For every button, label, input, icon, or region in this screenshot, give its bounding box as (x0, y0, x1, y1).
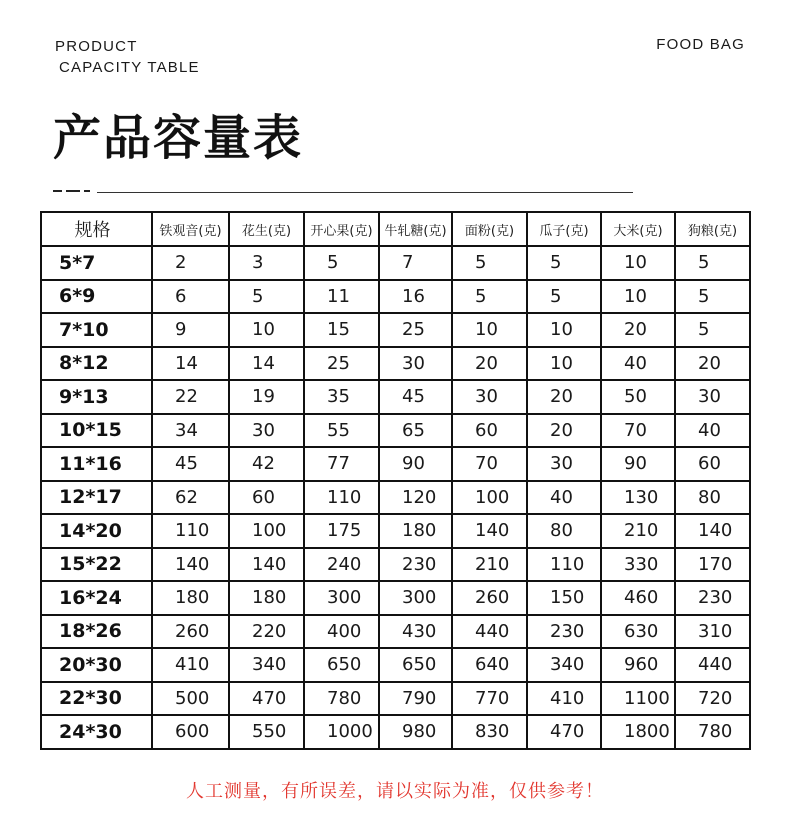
spec-cell: 14*20 (41, 514, 152, 548)
spec-cell: 18*26 (41, 615, 152, 649)
capacity-cell: 1000 (304, 715, 379, 749)
capacity-cell: 640 (452, 648, 527, 682)
table-row (41, 481, 750, 515)
table-row (41, 447, 750, 481)
capacity-cell: 60 (452, 414, 527, 448)
capacity-cell: 100 (452, 481, 527, 515)
capacity-cell: 400 (304, 615, 379, 649)
capacity-cell: 90 (601, 447, 675, 481)
capacity-cell: 55 (304, 414, 379, 448)
capacity-cell: 40 (675, 414, 750, 448)
capacity-cell: 10 (601, 280, 675, 314)
capacity-cell: 10 (452, 313, 527, 347)
table-row (41, 715, 750, 749)
capacity-cell: 470 (229, 682, 304, 716)
capacity-cell: 630 (601, 615, 675, 649)
spec-cell: 7*10 (41, 313, 152, 347)
capacity-cell: 15 (304, 313, 379, 347)
capacity-cell: 10 (527, 347, 601, 381)
capacity-cell: 22 (152, 380, 229, 414)
capacity-cell: 60 (675, 447, 750, 481)
table-row (41, 548, 750, 582)
capacity-cell: 720 (675, 682, 750, 716)
capacity-cell: 230 (675, 581, 750, 615)
capacity-cell: 5 (304, 246, 379, 280)
table-header-row (41, 212, 750, 246)
table-row (41, 581, 750, 615)
capacity-cell: 30 (379, 347, 452, 381)
capacity-cell: 170 (675, 548, 750, 582)
column-header: 牛轧糖(克) (379, 212, 452, 246)
capacity-cell: 42 (229, 447, 304, 481)
capacity-cell: 20 (527, 380, 601, 414)
table-row (41, 648, 750, 682)
capacity-cell: 65 (379, 414, 452, 448)
page-title: 产品容量表 (53, 110, 304, 166)
capacity-cell: 175 (304, 514, 379, 548)
capacity-cell: 5 (675, 280, 750, 314)
capacity-cell: 14 (229, 347, 304, 381)
column-header: 瓜子(克) (527, 212, 601, 246)
table-row (41, 414, 750, 448)
capacity-cell: 3 (229, 246, 304, 280)
capacity-cell: 460 (601, 581, 675, 615)
capacity-cell: 230 (379, 548, 452, 582)
spec-cell: 8*12 (41, 347, 152, 381)
capacity-cell: 60 (229, 481, 304, 515)
capacity-cell: 30 (675, 380, 750, 414)
capacity-cell: 310 (675, 615, 750, 649)
capacity-cell: 780 (675, 715, 750, 749)
capacity-cell: 5 (527, 280, 601, 314)
spec-cell: 6*9 (41, 280, 152, 314)
table-row (41, 380, 750, 414)
capacity-cell: 260 (152, 615, 229, 649)
table-row (41, 246, 750, 280)
english-title-line1: PRODUCT (55, 38, 138, 55)
capacity-cell: 6 (152, 280, 229, 314)
table-row (41, 514, 750, 548)
capacity-cell: 110 (304, 481, 379, 515)
capacity-cell: 650 (379, 648, 452, 682)
capacity-cell: 300 (304, 581, 379, 615)
capacity-cell: 19 (229, 380, 304, 414)
capacity-cell: 90 (379, 447, 452, 481)
capacity-cell: 470 (527, 715, 601, 749)
capacity-cell: 1800 (601, 715, 675, 749)
capacity-cell: 34 (152, 414, 229, 448)
capacity-cell: 40 (601, 347, 675, 381)
capacity-cell: 70 (452, 447, 527, 481)
spec-cell: 15*22 (41, 548, 152, 582)
spec-cell: 16*24 (41, 581, 152, 615)
capacity-table (40, 211, 751, 750)
column-header: 面粉(克) (452, 212, 527, 246)
capacity-cell: 120 (379, 481, 452, 515)
capacity-cell: 45 (152, 447, 229, 481)
capacity-cell: 500 (152, 682, 229, 716)
capacity-cell: 830 (452, 715, 527, 749)
capacity-cell: 11 (304, 280, 379, 314)
capacity-cell: 30 (452, 380, 527, 414)
capacity-cell: 7 (379, 246, 452, 280)
capacity-cell: 2 (152, 246, 229, 280)
table-row (41, 313, 750, 347)
column-header: 花生(克) (229, 212, 304, 246)
capacity-cell: 110 (152, 514, 229, 548)
capacity-cell: 650 (304, 648, 379, 682)
capacity-cell: 790 (379, 682, 452, 716)
spec-cell: 24*30 (41, 715, 152, 749)
column-header: 开心果(克) (304, 212, 379, 246)
spec-cell: 12*17 (41, 481, 152, 515)
spec-cell: 11*16 (41, 447, 152, 481)
capacity-cell: 180 (152, 581, 229, 615)
capacity-cell: 20 (601, 313, 675, 347)
capacity-cell: 40 (527, 481, 601, 515)
divider-dash (53, 190, 62, 192)
english-title-line2: CAPACITY TABLE (59, 59, 200, 76)
capacity-cell: 16 (379, 280, 452, 314)
capacity-cell: 1100 (601, 682, 675, 716)
capacity-cell: 770 (452, 682, 527, 716)
capacity-cell: 10 (527, 313, 601, 347)
capacity-cell: 62 (152, 481, 229, 515)
capacity-cell: 5 (527, 246, 601, 280)
column-header: 大米(克) (601, 212, 675, 246)
capacity-cell: 10 (601, 246, 675, 280)
capacity-cell: 410 (152, 648, 229, 682)
capacity-cell: 960 (601, 648, 675, 682)
capacity-cell: 410 (527, 682, 601, 716)
capacity-cell: 150 (527, 581, 601, 615)
capacity-cell: 220 (229, 615, 304, 649)
capacity-cell: 77 (304, 447, 379, 481)
capacity-cell: 340 (527, 648, 601, 682)
disclaimer-note: 人工测量，有所误差，请以实际为准，仅供参考！ (186, 781, 604, 802)
capacity-cell: 5 (229, 280, 304, 314)
capacity-cell: 300 (379, 581, 452, 615)
capacity-cell: 230 (527, 615, 601, 649)
capacity-cell: 430 (379, 615, 452, 649)
capacity-cell: 240 (304, 548, 379, 582)
capacity-cell: 210 (452, 548, 527, 582)
english-title (55, 36, 200, 78)
capacity-cell: 70 (601, 414, 675, 448)
capacity-cell: 340 (229, 648, 304, 682)
table-row (41, 615, 750, 649)
capacity-cell: 100 (229, 514, 304, 548)
column-header: 狗粮(克) (675, 212, 750, 246)
capacity-cell: 440 (452, 615, 527, 649)
capacity-cell: 35 (304, 380, 379, 414)
spec-cell: 22*30 (41, 682, 152, 716)
divider-dash (66, 190, 80, 192)
capacity-cell: 440 (675, 648, 750, 682)
capacity-cell: 140 (452, 514, 527, 548)
capacity-cell: 9 (152, 313, 229, 347)
capacity-cell: 30 (229, 414, 304, 448)
capacity-cell: 330 (601, 548, 675, 582)
column-header-spec: 规格 (41, 212, 152, 246)
capacity-cell: 20 (675, 347, 750, 381)
capacity-cell: 140 (152, 548, 229, 582)
column-header: 铁观音(克) (152, 212, 229, 246)
divider-dash (84, 190, 90, 192)
capacity-cell: 14 (152, 347, 229, 381)
spec-cell: 20*30 (41, 648, 152, 682)
capacity-cell: 980 (379, 715, 452, 749)
spec-cell: 10*15 (41, 414, 152, 448)
capacity-cell: 20 (452, 347, 527, 381)
capacity-cell: 140 (675, 514, 750, 548)
capacity-cell: 260 (452, 581, 527, 615)
capacity-cell: 25 (379, 313, 452, 347)
capacity-cell: 5 (675, 313, 750, 347)
table-body (41, 246, 750, 749)
capacity-cell: 130 (601, 481, 675, 515)
capacity-cell: 5 (452, 280, 527, 314)
capacity-cell: 600 (152, 715, 229, 749)
table-row (41, 682, 750, 716)
capacity-cell: 780 (304, 682, 379, 716)
capacity-cell: 210 (601, 514, 675, 548)
table-row (41, 280, 750, 314)
capacity-cell: 30 (527, 447, 601, 481)
capacity-cell: 5 (452, 246, 527, 280)
capacity-cell: 80 (675, 481, 750, 515)
capacity-cell: 10 (229, 313, 304, 347)
capacity-cell: 25 (304, 347, 379, 381)
capacity-cell: 180 (379, 514, 452, 548)
spec-cell: 5*7 (41, 246, 152, 280)
capacity-cell: 50 (601, 380, 675, 414)
capacity-cell: 550 (229, 715, 304, 749)
food-bag-label: FOOD BAG (656, 36, 745, 53)
capacity-cell: 45 (379, 380, 452, 414)
capacity-cell: 110 (527, 548, 601, 582)
capacity-cell: 20 (527, 414, 601, 448)
capacity-cell: 140 (229, 548, 304, 582)
capacity-cell: 5 (675, 246, 750, 280)
spec-cell: 9*13 (41, 380, 152, 414)
divider-line (97, 192, 633, 193)
capacity-cell: 80 (527, 514, 601, 548)
capacity-cell: 180 (229, 581, 304, 615)
table-row (41, 347, 750, 381)
